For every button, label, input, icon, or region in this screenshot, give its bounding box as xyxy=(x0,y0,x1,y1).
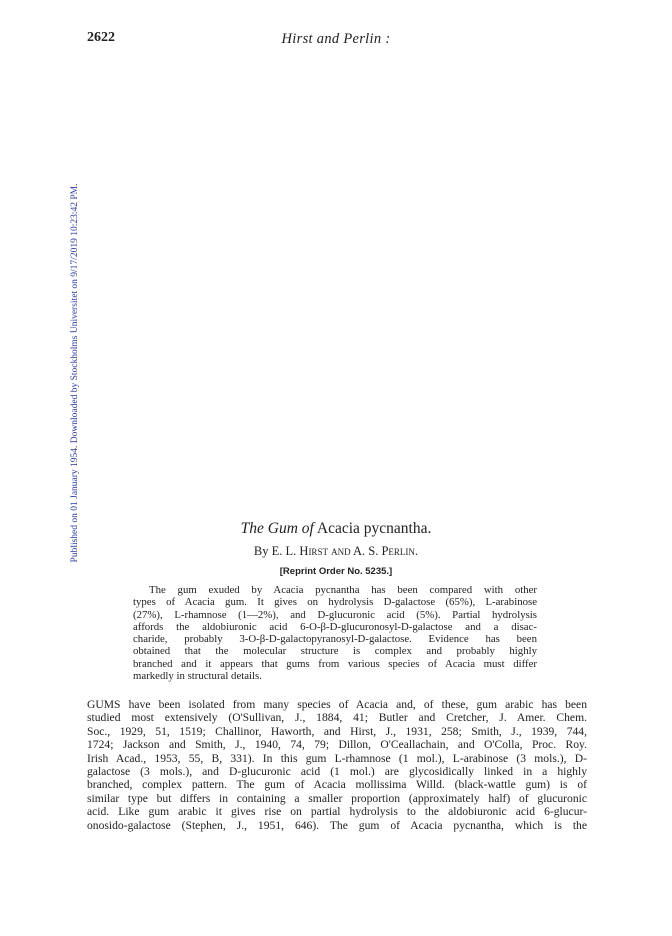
body-line: onosido-galactose (Stephen, J., 1951, 646). The gum of Acacia pycnantha, which is the xyxy=(87,818,587,832)
abstract-line: affords the aldobiuronic acid 6-O-β-D-glucuronosyl-D-galactose and a disac- xyxy=(133,620,537,633)
download-notice: Published on 01 January 1954. Downloaded by Stockholms Universitet on 9/17/2019 10:23:42 PM. xyxy=(70,183,80,563)
body-line: 1724; Jackson and Smith, J., 1940, 74, 79; Dillon, O'Ceallachain, and O'Colla, Proc. Roy. xyxy=(87,738,587,752)
abstract xyxy=(133,584,537,682)
body-line: Irish Acad., 1953, 55, B, 331). In this gum L-rhamnose (1 mol.), L-arabinose (3 mols.), D- xyxy=(87,751,587,765)
title-the: The xyxy=(240,520,264,537)
authors-by: By xyxy=(253,544,269,558)
page-number: 2622 xyxy=(87,30,115,45)
abstract-line: obtained that the molecular structure is complex and probably highly xyxy=(133,645,537,658)
body-line: similar type but differs in containing a smaller proportion (approximately half) of glucuronic xyxy=(87,791,587,805)
title-species: Acacia pycnantha. xyxy=(316,520,432,537)
title-gum: Gum xyxy=(267,520,298,537)
reprint-order: [Reprint Order No. 5235.] xyxy=(279,566,393,577)
running-head: Hirst and Perlin : xyxy=(281,31,391,47)
abstract-line: The gum exuded by Acacia pycnantha has been compared with other xyxy=(149,584,537,596)
title-of: of xyxy=(301,520,314,537)
body-line: acid. Like gum arabic it gives rise on partial hydrolysis to the aldobiuronic acid 6-glucur- xyxy=(87,805,587,819)
abstract-line: (27%), L-rhamnose (1—2%), and D-glucuronic acid (5%). Partial hydrolysis xyxy=(133,608,537,621)
body-line: branched, complex pattern. The gum of Acacia mollissima Willd. (black-wattle gum) is of xyxy=(87,778,587,792)
body-line: GUMS have been isolated from many species of Acacia and, of these, gum arabic has been xyxy=(87,698,587,711)
body-line: galactose (3 mols.), and D-glucuronic acid (1 mol.) are glycosidically linked in a highly xyxy=(87,764,587,778)
body-line: Soc., 1929, 51, 1519; Challinor, Haworth, and Hirst, J., 1931, 258; Smith, J., 1939, 744, xyxy=(87,724,587,738)
body-line: studied most extensively (O'Sullivan, J., 1884, 41; Butler and Cretcher, J. Amer. Chem. xyxy=(87,711,587,725)
abstract-line: markedly in structural details. xyxy=(133,670,262,683)
author-line xyxy=(0,544,672,559)
authors-names: E. L. Hirst and A. S. Perlin. xyxy=(271,544,419,558)
abstract-line: charide, probably 3-O-β-D-galactopyranosyl-D-galactose. Evidence has been xyxy=(133,633,537,646)
article-title xyxy=(0,520,672,538)
abstract-line: branched and it appears that gums from various species of Acacia must differ xyxy=(133,657,537,670)
abstract-line: types of Acacia gum. It gives on hydrolysis D-galactose (65%), L-arabinose xyxy=(133,596,537,609)
body-paragraph xyxy=(87,698,587,832)
